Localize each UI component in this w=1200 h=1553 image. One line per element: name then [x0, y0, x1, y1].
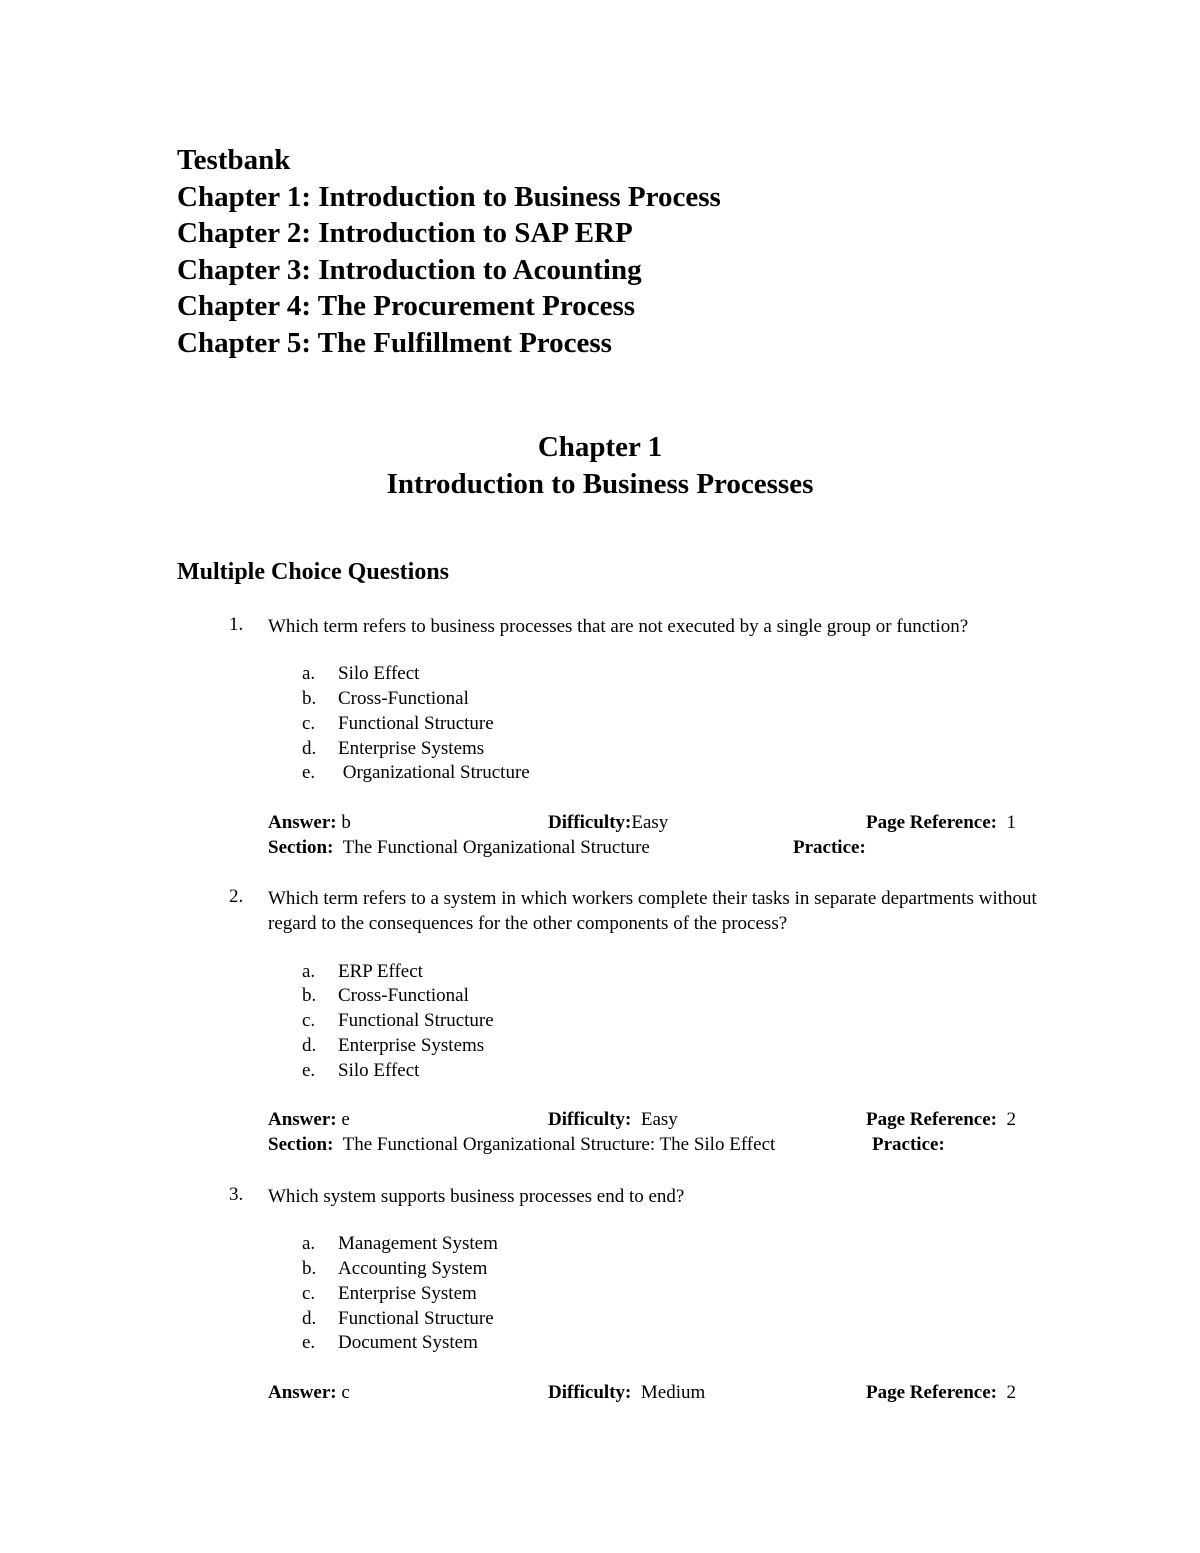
option-text: Management System: [338, 1233, 498, 1254]
option-letter: a.: [302, 663, 316, 684]
section-label: Section:: [268, 837, 334, 858]
option-text: ERP Effect: [338, 961, 423, 982]
option-text: Enterprise Systems: [338, 738, 485, 759]
section-field: [268, 837, 650, 859]
section-heading: Multiple Choice Questions: [177, 559, 450, 585]
option-letter: b.: [302, 688, 317, 709]
difficulty-field: [548, 1109, 678, 1131]
practice-label: Practice:: [872, 1134, 945, 1155]
testbank-title: Testbank: [177, 144, 291, 176]
option-letter: b.: [302, 985, 317, 1006]
page-reference-field: [866, 1109, 1016, 1131]
question-text: Which term refers to business processes that are not executed by a single group or function?: [268, 616, 969, 637]
chapter-number-heading: Chapter 1: [537, 431, 663, 463]
option-letter: b.: [302, 1258, 317, 1279]
option-letter: a.: [302, 1233, 316, 1254]
page-reference-value: 1: [1006, 812, 1016, 833]
option-letter: e.: [302, 1060, 316, 1081]
answer-field: [268, 1109, 350, 1131]
practice-label: Practice:: [793, 837, 866, 858]
question-text: Which term refers to a system in which workers complete their tasks in separate departments without regard to the consequences for the other components of the process?: [268, 888, 1037, 934]
difficulty-value: Medium: [640, 1382, 706, 1403]
option-letter: d.: [302, 1308, 317, 1329]
answer-field: [268, 812, 351, 834]
section-label: Section:: [268, 1134, 334, 1155]
option-text: Enterprise Systems: [338, 1035, 485, 1056]
option-letter: c.: [302, 713, 316, 734]
option-text: Functional Structure: [338, 1010, 494, 1031]
page-reference-label: Page Reference:: [866, 1109, 997, 1130]
option-text: Accounting System: [338, 1258, 488, 1279]
practice-field: [872, 1134, 945, 1156]
option-text: Organizational Structure: [338, 762, 530, 783]
chapter-list-item: Chapter 2: Introduction to SAP ERP: [177, 217, 633, 249]
page-reference-field: [866, 812, 1016, 834]
practice-field: [793, 837, 866, 859]
option-text: Silo Effect: [338, 663, 420, 684]
option-text: Document System: [338, 1332, 478, 1353]
option-letter: c.: [302, 1010, 316, 1031]
answer-label: Answer:: [268, 1382, 337, 1403]
option-letter: d.: [302, 738, 317, 759]
page-reference-value: 2: [1006, 1109, 1016, 1130]
option-letter: d.: [302, 1035, 317, 1056]
testbank-heading-block: [177, 142, 721, 361]
difficulty-label: Difficulty:: [548, 1109, 632, 1130]
option-letter: e.: [302, 1332, 316, 1353]
chapter-list-item: Chapter 3: Introduction to Acounting: [177, 253, 642, 286]
answer-value: e: [341, 1109, 350, 1130]
option-letter: c.: [302, 1283, 316, 1304]
question-number: 3.: [229, 1184, 244, 1205]
chapter-list-item: Chapter 1: Introduction to Business Process: [177, 180, 721, 213]
difficulty-field: [548, 1382, 705, 1404]
option-letter: a.: [302, 961, 316, 982]
page-reference-value: 2: [1006, 1382, 1016, 1403]
option-text: Cross-Functional: [338, 985, 469, 1006]
difficulty-value: Easy: [631, 812, 669, 833]
question-number: 2.: [229, 886, 244, 907]
chapter-title-heading: Introduction to Business Processes: [386, 468, 814, 500]
page-reference-label: Page Reference:: [866, 1382, 997, 1403]
section-field: [268, 1134, 775, 1156]
answer-value: b: [341, 812, 351, 833]
section-value: The Functional Organizational Structure: The Silo Effect: [342, 1134, 776, 1155]
difficulty-label: Difficulty:: [548, 812, 632, 833]
difficulty-field: [548, 812, 668, 834]
difficulty-label: Difficulty:: [548, 1382, 632, 1403]
option-text: Cross-Functional: [338, 688, 469, 709]
option-text: Functional Structure: [338, 713, 494, 734]
option-text: Silo Effect: [338, 1060, 420, 1081]
page-reference-label: Page Reference:: [866, 812, 997, 833]
option-letter: e.: [302, 762, 316, 783]
answer-label: Answer:: [268, 1109, 337, 1130]
question-text: Which system supports business processes end to end?: [268, 1186, 685, 1207]
chapter-list-item: Chapter 4: The Procurement Process: [177, 290, 636, 322]
option-text: Functional Structure: [338, 1308, 494, 1329]
answer-label: Answer:: [268, 812, 337, 833]
option-text: Enterprise System: [338, 1283, 477, 1304]
page-reference-field: [866, 1382, 1016, 1404]
section-value: The Functional Organizational Structure: [342, 837, 650, 858]
answer-value: c: [341, 1382, 350, 1403]
question-number: 1.: [229, 614, 244, 635]
answer-field: [268, 1382, 350, 1404]
chapter-list-item: Chapter 5: The Fulfillment Process: [177, 326, 612, 359]
difficulty-value: Easy: [640, 1109, 678, 1130]
